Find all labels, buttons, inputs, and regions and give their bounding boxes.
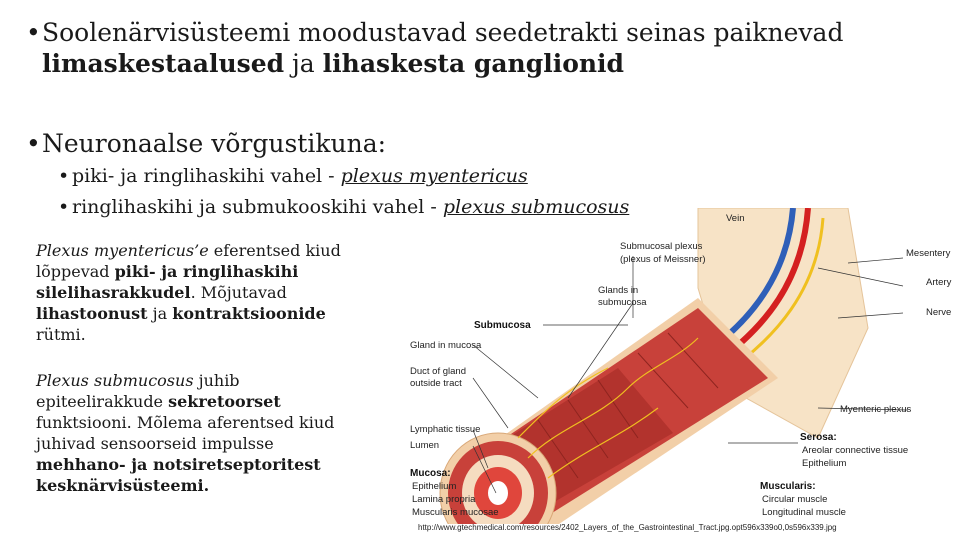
label-lumen: Lumen — [410, 440, 440, 451]
label-muscularis-mucosae: Muscularis mucosae — [412, 507, 499, 518]
label-epithelium-serosa: Epithelium — [802, 458, 847, 469]
sub-bullet-2-term: plexus submucosus — [442, 196, 630, 218]
label-lamina-propria: Lamina propria — [412, 494, 476, 505]
paragraph-myentericus — [36, 240, 366, 345]
para-1-bold-1: piki- ja ringlihaskihi silelihasrakkudel — [36, 262, 299, 302]
label-lymphatic: Lymphatic tissue — [410, 424, 481, 435]
bullet-1-mid: ja — [284, 49, 323, 78]
bullet-1-line-1: Soolenärvisüsteemi moodustavad seedetrakti seinas paiknevad — [42, 18, 844, 47]
sub-bullet-dot: • — [58, 196, 70, 218]
label-duct-2: outside tract — [410, 378, 462, 389]
label-muscularis: Muscularis: — [760, 481, 816, 492]
image-source-credit: http://www.gtechmedical.com/resources/2402_Layers_of_the_Gastrointestinal_Tract.jpg.opt596x339o0,0s596x339.jpg — [418, 523, 837, 532]
para-2-text-1: juhib epiteelirakkude — [36, 371, 240, 411]
label-epithelium: Epithelium — [412, 481, 457, 492]
para-2-text-2: funktsiooni. Mõlema aferentsed kiud juhivad sensoorseid impulsse — [36, 413, 335, 453]
para-1-text-4: rütmi. — [36, 325, 86, 344]
para-1-text-3: ja — [147, 304, 173, 323]
sub-bullet-1-text: piki- ja ringlihaskihi vahel - — [72, 165, 341, 187]
para-2-bold-2: mehhano- ja notsiretseptoritest kesknärvisüsteemi. — [36, 455, 321, 495]
label-artery: Artery — [926, 277, 952, 288]
label-myenteric-plexus: Myenteric plexus — [840, 404, 912, 415]
para-1-text-2: . Mõjutavad — [190, 283, 287, 302]
para-1-term: Plexus myentericus’e — [36, 241, 209, 260]
bullet-2 — [26, 128, 386, 159]
label-vein: Vein — [726, 213, 745, 224]
label-glands-submucosa: submucosa — [598, 297, 647, 308]
sub-bullet-dot: • — [58, 165, 70, 187]
bullet-2-text: Neuronaalse võrgustikuna: — [42, 129, 387, 158]
bullet-dot: • — [26, 18, 41, 47]
label-mucosa: Mucosa: — [410, 468, 451, 479]
bullet-1-bold-b: lihaskesta ganglionid — [322, 49, 625, 78]
label-plexus-meissner: (plexus of Meissner) — [620, 254, 706, 265]
bullet-dot: • — [26, 129, 41, 158]
label-gland-in-mucosa: Gland in mucosa — [410, 340, 482, 351]
label-mesentery: Mesentery — [906, 248, 951, 259]
para-2-term: Plexus submucosus — [36, 371, 194, 390]
bullet-1-bold-a: limaskestaalused — [42, 49, 285, 78]
label-nerve: Nerve — [926, 307, 952, 318]
para-1-bold-3: kontraktsioonide — [172, 304, 326, 323]
label-areolar: Areolar connective tissue — [802, 445, 909, 456]
sub-bullet-1 — [58, 163, 528, 189]
label-duct-1: Duct of gland — [410, 366, 466, 377]
cross-section-lumen — [488, 481, 508, 505]
para-1-bold-2: lihastoonust — [36, 304, 148, 323]
label-serosa: Serosa: — [800, 432, 837, 443]
label-submucosal-plexus: Submucosal plexus — [620, 241, 703, 252]
sub-bullet-2-text: ringlihaskihi ja submukooskihi vahel - — [72, 196, 443, 218]
sub-bullet-1-term: plexus myentericus — [340, 165, 528, 187]
para-1-text-1: eferentsed kiud lõppevad — [36, 241, 341, 281]
gi-tract-layers-illustration — [398, 208, 960, 524]
label-submucosa: Submucosa — [474, 320, 531, 331]
label-circular-muscle: Circular muscle — [762, 494, 828, 505]
paragraph-submucosus — [36, 370, 366, 496]
para-2-bold-1: sekretoorset — [168, 392, 281, 411]
label-longitudinal-muscle: Longitudinal muscle — [762, 507, 846, 518]
label-glands-in: Glands in — [598, 285, 639, 296]
bullet-1 — [26, 17, 926, 79]
